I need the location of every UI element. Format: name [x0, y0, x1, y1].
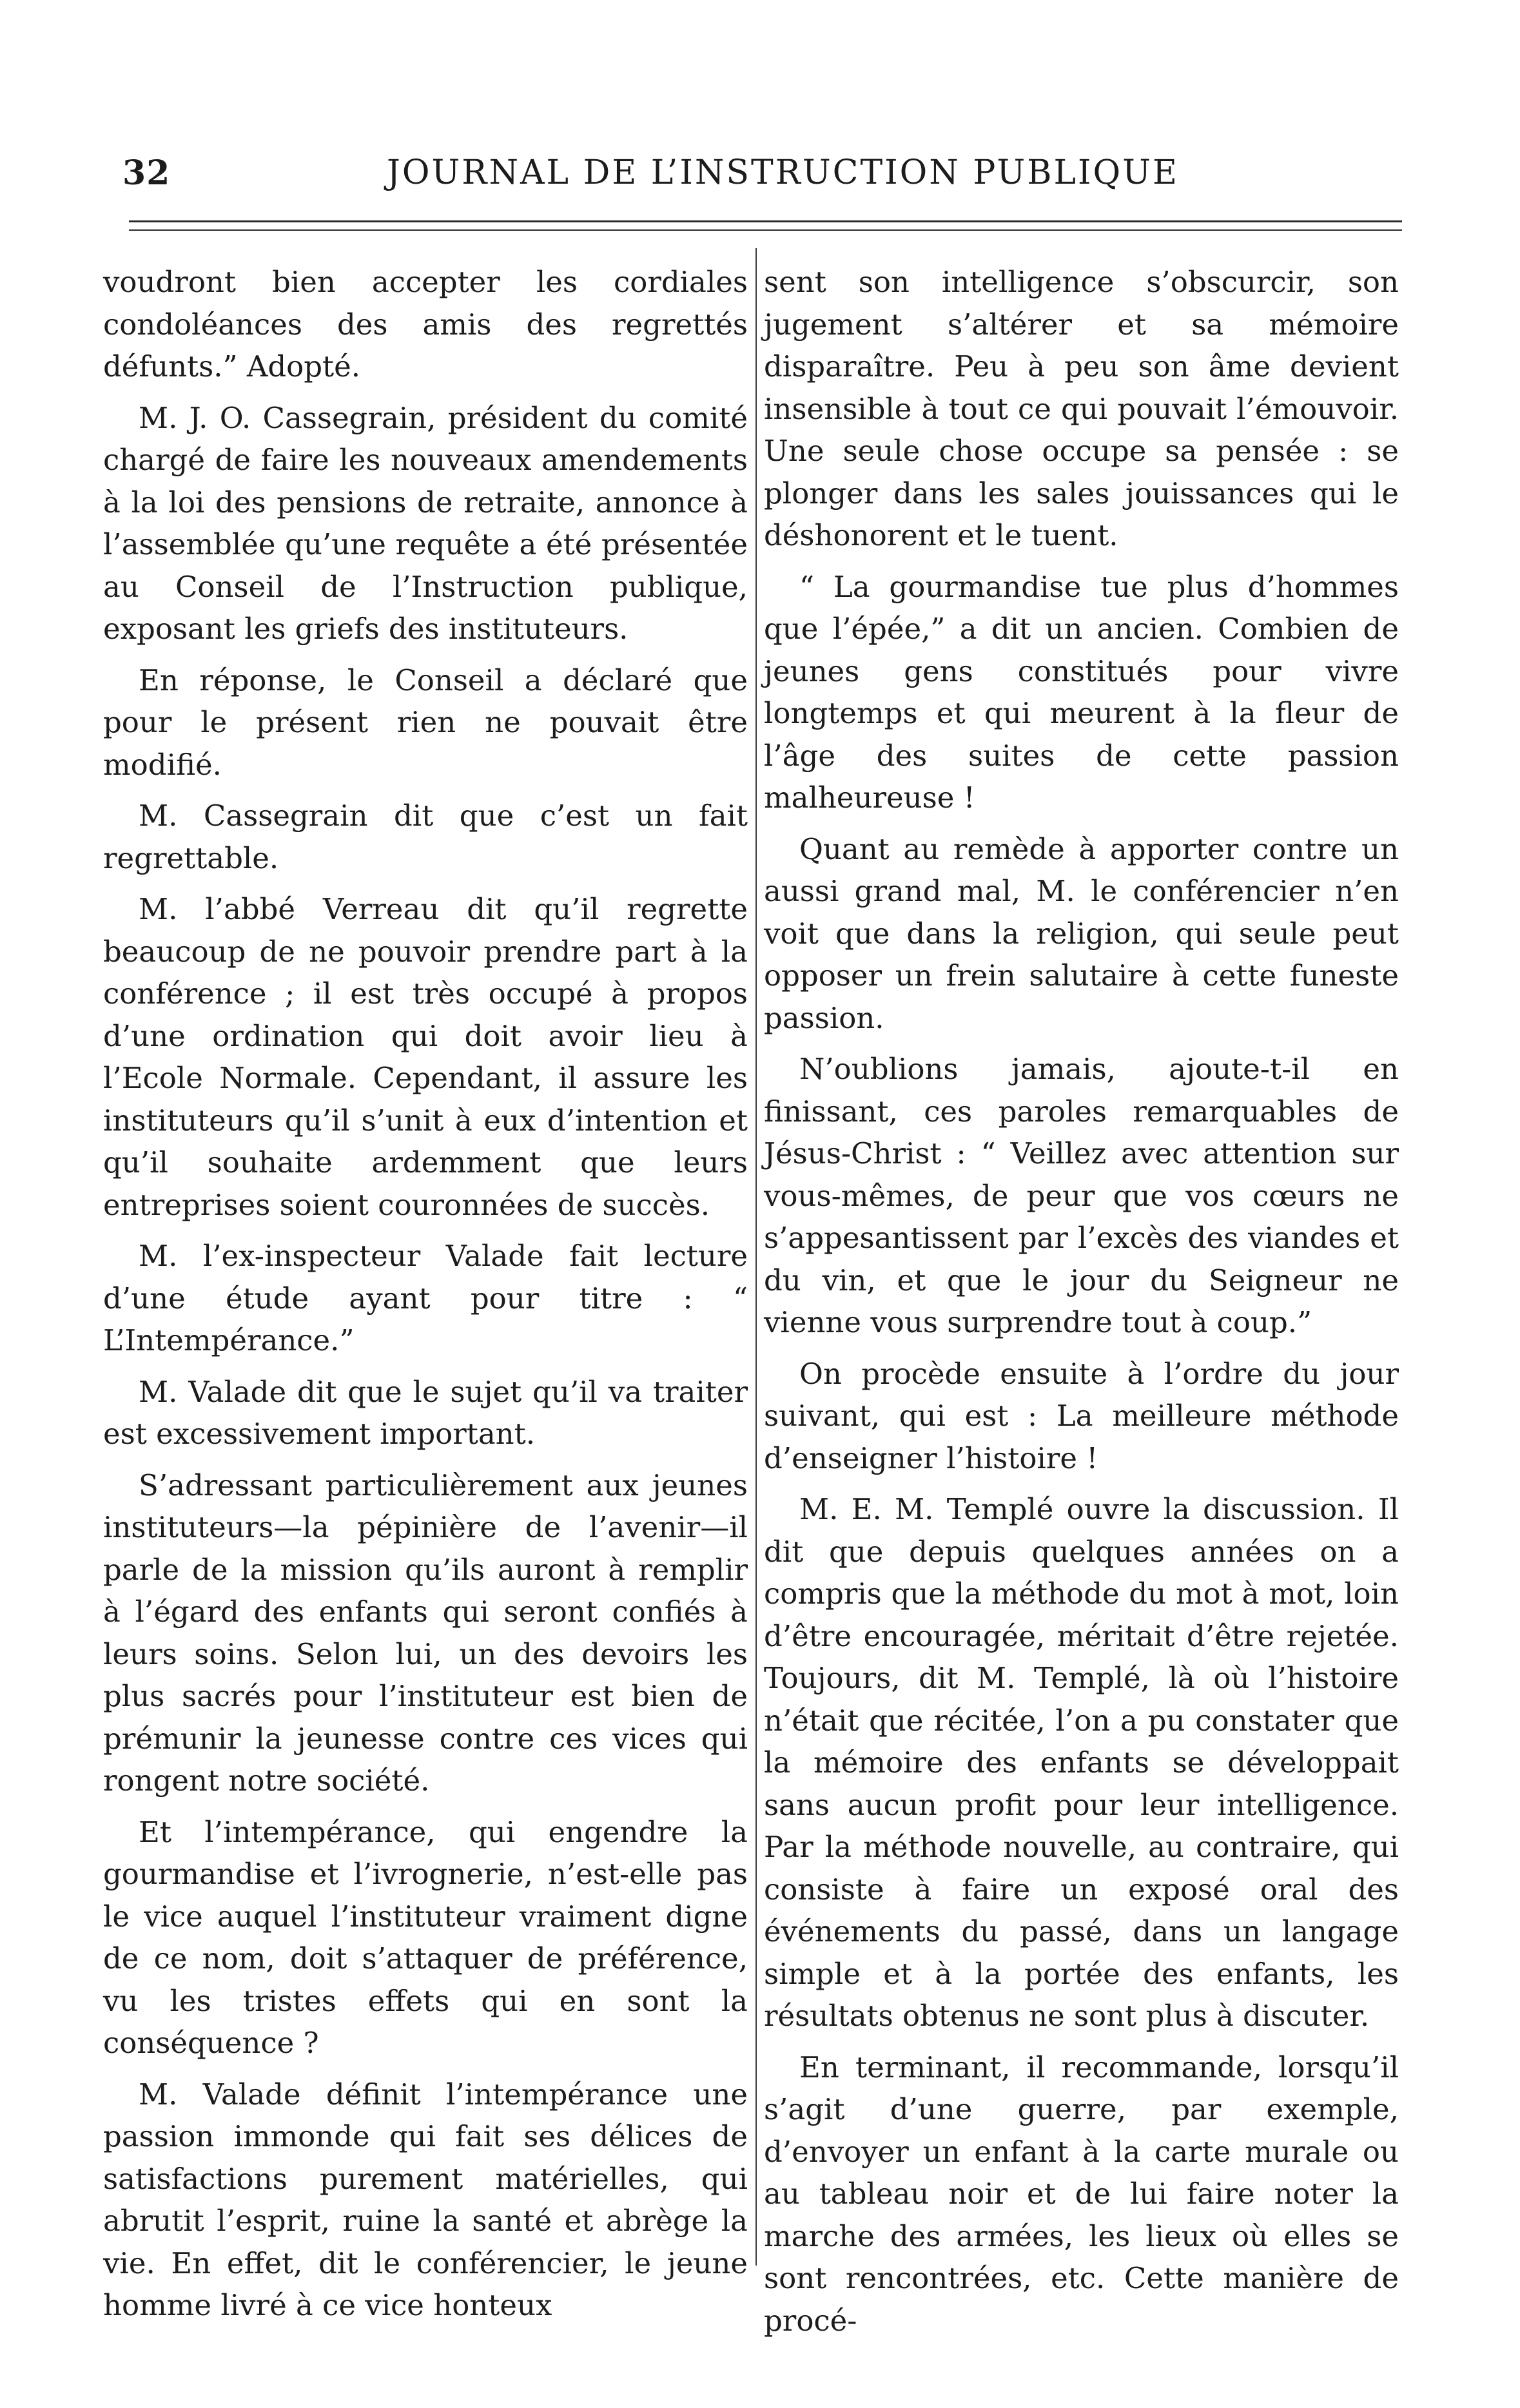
- paragraph: On procède ensuite à l’ordre du jour suivant, qui est : La meilleure méthode d’enseigner l’histoire !: [764, 1356, 1399, 1475]
- left-column: [103, 261, 748, 2336]
- paragraph: M. Cassegrain dit que c’est un fait regrettable.: [103, 799, 748, 875]
- paragraph: En réponse, le Conseil a déclaré que pour le présent rien ne pouvait être modifié.: [103, 663, 748, 782]
- right-column: [764, 261, 1399, 2351]
- column-divider: [755, 248, 757, 2266]
- page-number: 32: [122, 153, 171, 193]
- paragraph: M. l’ex-inspecteur Valade fait lecture d’une étude ayant pour titre : “ L’Intempérance.”: [103, 1239, 748, 1357]
- header-rule-top: [129, 220, 1402, 222]
- page-header: [122, 153, 1405, 205]
- paragraph: Et l’intempérance, qui engendre la gourmandise et l’ivrognerie, n’est-elle pas le vice auquel l’instituteur vraiment digne de ce nom, doit s’attaquer de préférence, vu les tristes effets qui en sont la conséquence ?: [103, 1814, 748, 2060]
- paragraph: Quant au remède à apporter contre un aussi grand mal, M. le conférencier n’en voit que dans la religion, qui seule peut opposer un frein salutaire à cette funeste passion.: [764, 831, 1399, 1035]
- paragraph: “ La gourmandise tue plus d’hommes que l’épée,” a dit un ancien. Combien de jeunes gens constitués pour vivre longtemps et qui meurent à la fleur de l’âge des suites de cette passion malheureuse !: [764, 569, 1399, 815]
- header-rule-bottom: [129, 229, 1402, 231]
- paragraph: sent son intelligence s’obscurcir, son jugement s’altérer et sa mémoire disparaître. Peu à peu son âme devient insensible à tout ce qui pouvait l’émouvoir. Une seule chose occupe sa pensée : se plonger dans les sales jouissances qui le déshonorent et le tuent.: [764, 265, 1399, 552]
- paragraph: N’oublions jamais, ajoute-t-il en finissant, ces paroles remarquables de Jésus-Christ : “ Veillez avec attention sur vous-mêmes, de peur que vos cœurs ne s’appesantissent par l’excès des viandes et du vin, et que le jour du Seigneur ne vienne vous surprendre tout à coup.”: [764, 1052, 1399, 1339]
- paragraph: M. J. O. Cassegrain, président du comité chargé de faire les nouveaux amendements à la loi des pensions de retraite, annonce à l’assemblée qu’une requête a été présentée au Conseil de l’Instruction publique, exposant les griefs des instituteurs.: [103, 400, 748, 646]
- paragraph: S’adressant particulièrement aux jeunes instituteurs—la pépinière de l’avenir—il parle de la mission qu’ils auront à remplir à l’égard des enfants qui seront confiés à leurs soins. Selon lui, un des devoirs les plus sacrés pour l’instituteur est bien de prémunir la jeunesse contre ces vices qui rongent notre société.: [103, 1468, 748, 1798]
- paragraph: M. Valade définit l’intempérance une passion immonde qui fait ses délices de satisfactions purement matérielles, qui abrutit l’esprit, ruine la santé et abrège la vie. En effet, dit le conférencier, le jeune homme livré à ce vice honteux: [103, 2077, 748, 2322]
- paragraph: En terminant, il recommande, lorsqu’il s’agit d’une guerre, par exemple, d’envoyer un enfant à la carte murale ou au tableau noir et de lui faire noter la marche des armées, les lieux où elles se sont rencontrées, etc. Cette manière de procé-: [764, 2050, 1399, 2338]
- paragraph: M. Valade dit que le sujet qu’il va traiter est excessivement important.: [103, 1374, 748, 1451]
- paragraph: M. E. M. Templé ouvre la discussion. Il dit que depuis quelques années on a compris que la méthode du mot à mot, loin d’être encouragée, méritait d’être rejetée. Toujours, dit M. Templé, là où l’histoire n’était que récitée, l’on a pu constater que la mémoire des enfants se développait sans aucun profit pour leur intelligence. Par la méthode nouvelle, au contraire, qui consiste à faire un exposé oral des événements du passé, dans un langage simple et à la portée des enfants, les résultats obtenus ne sont plus à discuter.: [764, 1492, 1399, 2033]
- paragraph: voudront bien accepter les cordiales condoléances des amis des regrettés défunts.” Adopté.: [103, 265, 748, 384]
- running-title: JOURNAL DE L’INSTRUCTION PUBLIQUE: [387, 153, 1179, 192]
- paragraph: M. l’abbé Verreau dit qu’il regrette beaucoup de ne pouvoir prendre part à la conférence ; il est très occupé à propos d’une ordination qui doit avoir lieu à l’Ecole Normale. Cependant, il assure les instituteurs qu’il s’unit à eux d’intention et qu’il souhaite ardemment que leurs entreprises soient couronnées de succès.: [103, 892, 748, 1222]
